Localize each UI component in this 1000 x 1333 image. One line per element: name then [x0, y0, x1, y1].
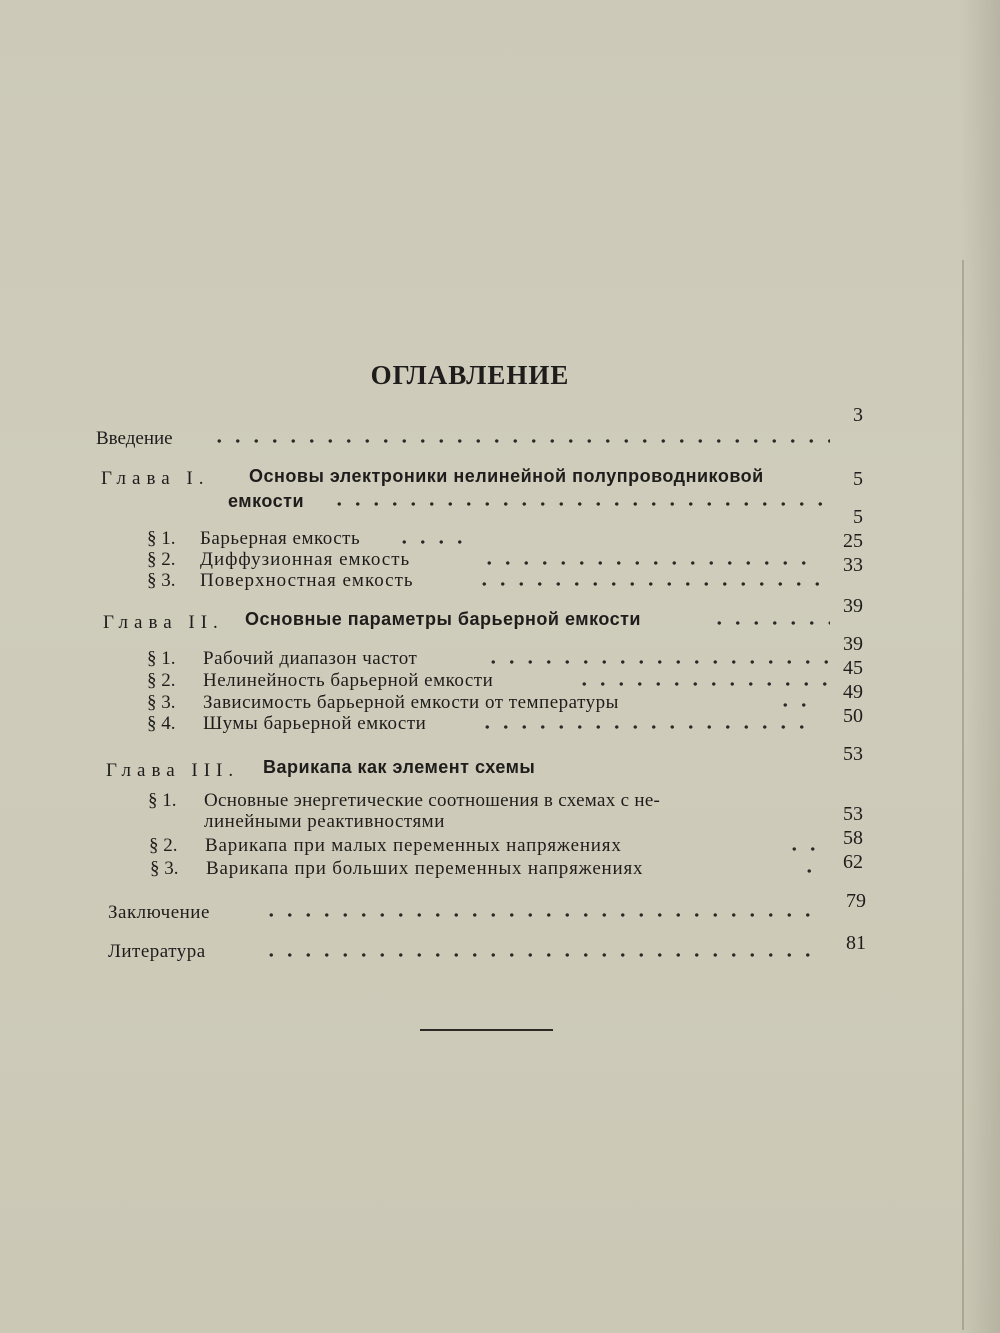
- toc-ch1-page: 5: [853, 468, 863, 490]
- toc-ch1-title-line1: Основы электроники нелинейной полупроводниковой: [249, 466, 764, 486]
- toc-ch2-s2-label: Нелинейность барьерной емкости: [203, 670, 494, 691]
- toc-ch3-s3-page: 62: [843, 851, 863, 873]
- toc-ch1-s3-num: § 3.: [147, 570, 176, 591]
- toc-ch1-s1-num: § 1.: [147, 528, 176, 549]
- toc-ch3-s2-label: Варикапа при малых переменных напряжениях: [205, 835, 622, 856]
- toc-conclusion-page: 79: [846, 890, 866, 912]
- toc-ch3-s3-num: § 3.: [150, 858, 179, 879]
- toc-ch3-s1-label-line2: линейными реактивностями: [204, 811, 445, 832]
- toc-ch3-s3-leader: [800, 868, 820, 874]
- toc-ch3-prefix: Глава III.: [106, 760, 240, 781]
- toc-conclusion-leader: [262, 912, 822, 918]
- toc-ch3-s1-label-line1: Основные энергетические соотношения в схемах с не-: [204, 790, 661, 811]
- toc-ch2-s2-leader: [575, 681, 830, 687]
- toc-conclusion-label: Заключение: [108, 902, 210, 923]
- toc-ch1-s1-label: Барьерная емкость: [200, 528, 361, 549]
- page-edge-shadow: [960, 0, 1000, 1333]
- toc-ch3-s3-label: Варикапа при больших переменных напряжениях: [206, 858, 644, 879]
- toc-ch1-s3-label: Поверхностная емкость: [200, 570, 414, 591]
- toc-ch3-s2-leader: [785, 846, 815, 852]
- toc-ch3-s1-page: 53: [843, 803, 863, 825]
- toc-literature-leader: [262, 952, 822, 958]
- toc-ch1-s2-page: 25: [843, 530, 863, 552]
- toc-ch2-s4-num: § 4.: [147, 713, 176, 734]
- toc-ch2-s2-page: 45: [843, 657, 863, 679]
- toc-ch1-s2-num: § 2.: [147, 549, 176, 570]
- toc-ch3-title: Варикапа как элемент схемы: [263, 757, 536, 777]
- toc-ch2-s3-num: § 3.: [147, 692, 176, 713]
- toc-intro-label: Введение: [96, 428, 173, 449]
- toc-intro-page: 3: [853, 404, 863, 426]
- toc-ch2-s1-page: 39: [843, 633, 863, 655]
- toc-ch1-s2-leader: [480, 560, 810, 566]
- page-edge-line: [962, 260, 964, 1330]
- toc-ch2-s2-num: § 2.: [147, 670, 176, 691]
- toc-ch1-s3-page: 33: [843, 554, 863, 576]
- toc-literature-label: Литература: [108, 941, 206, 962]
- toc-ch2-s3-leader: [776, 702, 816, 708]
- toc-ch3-page: 53: [843, 743, 863, 765]
- toc-ch2-s4-leader: [478, 724, 815, 730]
- toc-ch1-s3-leader: [475, 581, 830, 587]
- end-divider: [420, 1029, 553, 1031]
- toc-ch1-s2-label: Диффузионная емкость: [200, 549, 411, 570]
- toc-ch2-s4-label: Шумы барьерной емкости: [203, 713, 427, 734]
- toc-ch2-page: 39: [843, 595, 863, 617]
- toc-intro-leader: [210, 438, 830, 444]
- toc-ch2-s1-label: Рабочий диапазон частот: [203, 648, 418, 669]
- toc-ch1-prefix: Глава I.: [101, 468, 210, 489]
- toc-literature-page: 81: [846, 932, 866, 954]
- toc-ch2-title: Основные параметры барьерной емкости: [245, 609, 641, 629]
- toc-ch2-s3-page: 49: [843, 681, 863, 703]
- toc-ch1-title-line2: емкости: [228, 491, 305, 511]
- toc-ch3-s1-num: § 1.: [148, 790, 177, 811]
- toc-ch1-s1-leader: [395, 539, 475, 545]
- toc-ch1-leader: [330, 501, 830, 507]
- toc-ch2-prefix: Глава II.: [103, 612, 224, 633]
- toc-heading: ОГЛАВЛЕНИЕ: [370, 360, 570, 390]
- toc-ch3-s2-num: § 2.: [149, 835, 178, 856]
- toc-ch2-s1-num: § 1.: [147, 648, 176, 669]
- toc-ch2-s1-leader: [484, 659, 830, 665]
- toc-ch3-s2-page: 58: [843, 827, 863, 849]
- toc-ch2-s3-label: Зависимость барьерной емкости от температуры: [203, 692, 619, 713]
- toc-ch2-s4-page: 50: [843, 705, 863, 727]
- toc-ch2-leader: [710, 620, 830, 626]
- toc-ch1-s1-page: 5: [853, 506, 863, 528]
